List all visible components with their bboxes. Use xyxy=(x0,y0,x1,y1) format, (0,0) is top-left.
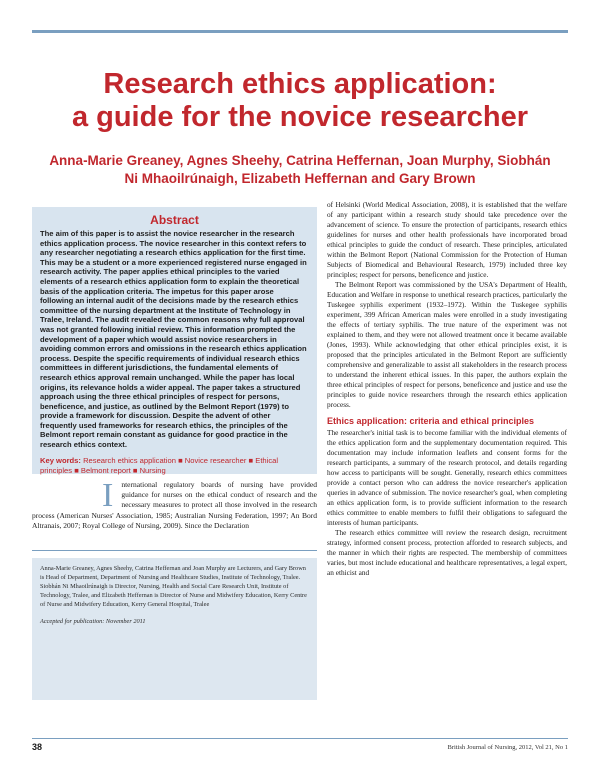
introduction-text: nternational regulatory boards of nursing have provided guidance for nurses on the ethical conduct of research and the necessary measures to protect all those involved in the research process (American Nurses' Association, 1985; Australian Nursing Federation, 1997; An Bord Altranais, 2007; Royal College of Nursing, 2009). Since the Declaration xyxy=(32,480,317,530)
keyword-item: Belmont report xyxy=(80,465,131,475)
page-number: 38 xyxy=(32,742,43,752)
title-line-2: a guide for the novice researcher xyxy=(71,101,529,133)
accepted-date: Accepted for publication: November 2011 xyxy=(40,618,146,625)
affiliations-text: Anna-Marie Greaney, Agnes Sheehy, Catrina Heffernan and Joan Murphy are Lecturers, and Gary Brown is Head of Department, Department of Nursing and Healthcare Studies, Institute of Technology, Tralee. Siobhán Ni Mhaoilrúnaigh is Director, Nursing, Health and Social Care Research Unit, Institute of Technology, Tralee, and Elizabeth Heffernan is Director of Nurse and Midwifery Education, Kerry Centre of Nurse and Midwifery Education, Kerry General Hospital, Tralee xyxy=(40,565,307,608)
keyword-item: Novice researcher xyxy=(184,455,247,465)
keyword-separator: ■ xyxy=(248,455,254,465)
body-paragraph: of Helsinki (World Medical Association, 2008), it is established that the welfare of any participant within a research study should take precedence over the advancement of science. To ensure the protection of participants, research ethics guidelines for nurses and other health professionals have incorporated broad ethical principles to guide the conduct of research. These principles, articulated within the Belmont Report (National Commission for the Protection of Human Subjects of Biomedical and Behavioural Research, 1979) included three key principles; respect for persons, beneficence and justice. xyxy=(327,200,567,279)
keyword-item: Ethical principles xyxy=(40,455,279,475)
abstract-heading: Abstract xyxy=(150,213,199,227)
keyword-separator: ■ xyxy=(74,465,79,475)
keyword-separator: ■ xyxy=(132,465,138,475)
author-affiliations-box xyxy=(32,558,317,700)
keyword-separator: ■ xyxy=(178,455,183,465)
body-paragraph: The Belmont Report was commissioned by the USA's Department of Health, Education and Welfare in response to unethical research practices, particularly the Tuskegee syphilis experiment (1932–1972). Within the Tuskegee syphilis experiment, 399 African American males were enrolled in a study investigating the effects of tertiary syphilis. The true nature of the experiment was not explained to them, and they were not allowed treatment once it became available (Jones, 1993). While acknowledging that other ethical principles exist, it is proposed that the principles articulated in the Belmont Report are sufficiently comprehensive and generalizable to assist all stakeholders in the research process to understand the inherent ethical issues. In this paper, the authors explain the three ethical principles of respect for persons, beneficence and justice and use the principles to guide novice researchers through the research ethics application process. xyxy=(327,280,567,409)
right-column xyxy=(327,200,567,578)
authors-line-2: Ni Mhaoilrúnaigh, Elizabeth Heffernan and Gary Brown xyxy=(124,171,476,186)
bottom-rule xyxy=(32,738,568,739)
authors-line-1: Anna-Marie Greaney, Agnes Sheehy, Catrina Heffernan, Joan Murphy, Siobhán xyxy=(49,153,551,168)
abstract-text: The aim of this paper is to assist the novice researcher in the research ethics application process. The novice researcher in this context refers to any researcher negotiating a research ethics application for the first time. This may be a student or a more experienced registered nurse engaged in research activity. The paper applies ethical principles to the varied elements of a research ethics application form to explain the theoretical basis of the application criteria. The impetus for this paper arose following an internal audit of the decisions made by the research ethics committee of the nursing department at the Institute of Technology in Tralee, Ireland. The audit revealed the common reasons why full approval was not granted following initial review. This information prompted the development of a paper which would assist novice researchers in avoiding common errors and omissions in the research ethics application process. Despite the specific requirements of individual research ethics committees in different jurisdictions, the fundamental elements of research ethics approval remain unchanged. While the paper has local origins, its relevance holds a wider appeal. The paper takes a structured approach using the three ethical principles of respect for persons, beneficence, and justice, as outlined by the Belmont Report (1979) to provide a framework for discussion. Despite the advent of other frequently used frameworks for research ethics, the principles of the Belmont report remain constant as guidance for good practice in the research ethics context. xyxy=(40,229,307,450)
affiliation-rule xyxy=(32,550,317,551)
article-title xyxy=(30,68,570,134)
abstract-box xyxy=(32,207,317,474)
journal-citation: British Journal of Nursing, 2012, Vol 21, No 1 xyxy=(447,744,568,751)
keyword-item: Nursing xyxy=(139,465,166,475)
body-paragraph: The research ethics committee will review the research design, recruitment strategy, informed consent process, protection afforded to research subjects, and the manner in which their rights are respected. The membership of committees varies, but most include educational and healthcare representatives, a legal expert, an ethicist and xyxy=(327,528,567,577)
body-paragraph: The researcher's initial task is to become familiar with the individual elements of the ethics application form and the supplementary documentation required. This documentation may include information leaflets and consent forms for the research participants, a summary of the research protocol, and details regarding how access to participants will be sought. Generally, research ethics committees provide a contact person who can address the novice researcher's application queries in advance of submission. The novice researcher's goal, when completing an ethics application form, is to provide sufficient information to the research ethics committee to enable members to fulfil their obligations to safeguard the interests of human participants. xyxy=(327,428,567,527)
author-list xyxy=(30,152,570,188)
top-rule xyxy=(32,30,568,33)
keyword-item: Research ethics application xyxy=(83,455,176,465)
keywords-label: Key words: xyxy=(40,455,81,465)
keywords xyxy=(40,456,309,476)
introduction-paragraph xyxy=(32,477,317,531)
section-heading: Ethics application: criteria and ethical principles xyxy=(327,416,535,426)
drop-cap: I xyxy=(102,477,114,514)
title-line-1: Research ethics application: xyxy=(103,68,497,100)
